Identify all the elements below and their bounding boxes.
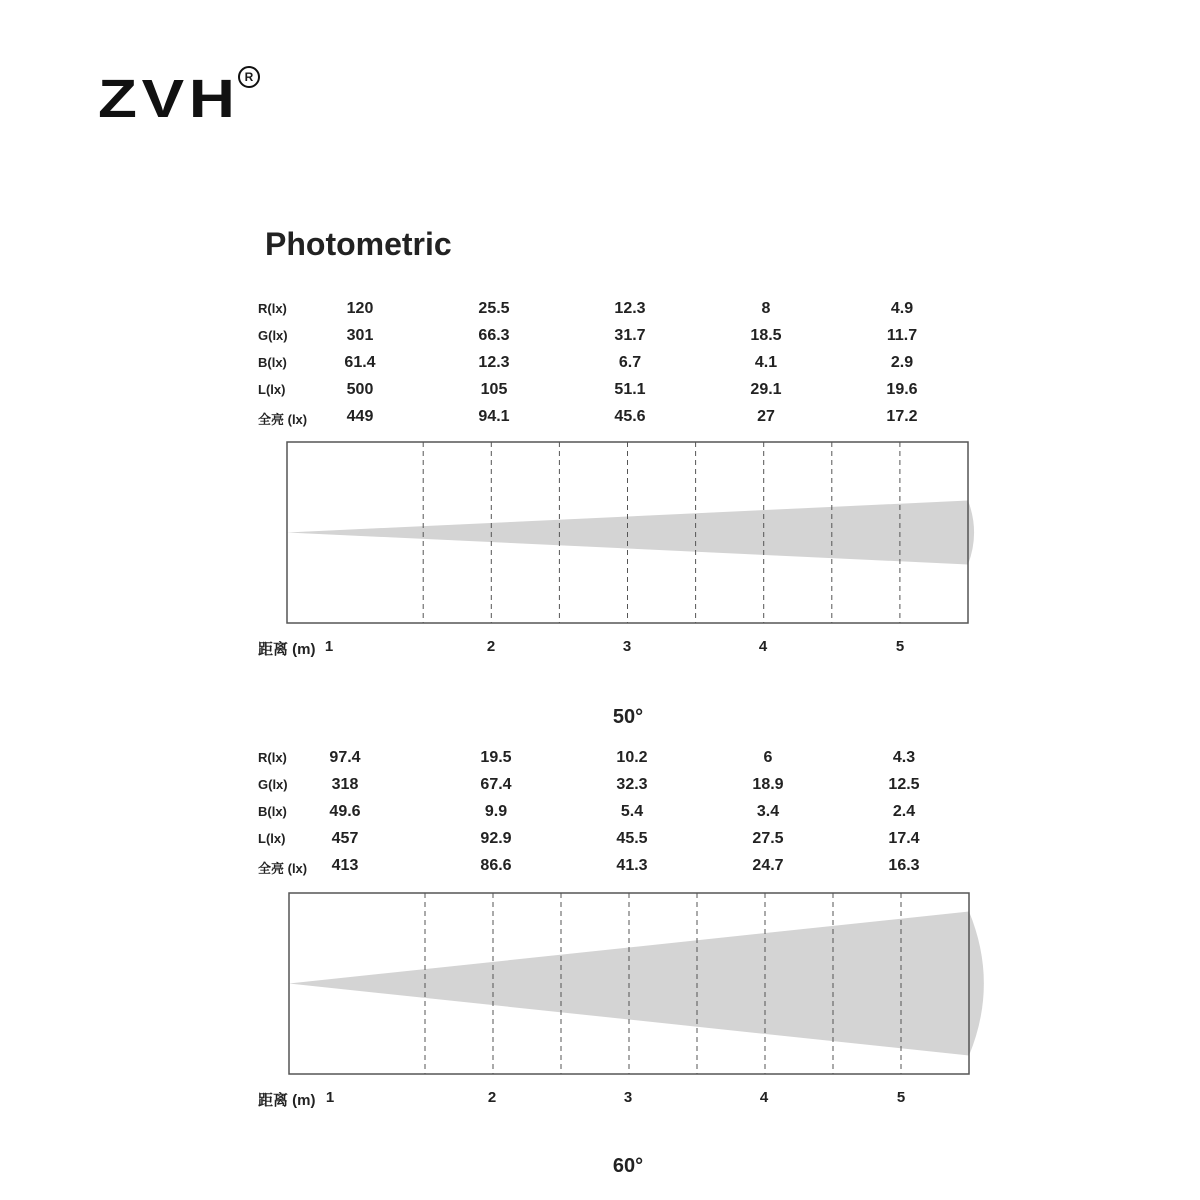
table-cell: 6 xyxy=(763,749,773,766)
row-label: B(lx) xyxy=(258,355,287,370)
table-cell: 49.6 xyxy=(329,803,361,820)
table-cell: 11.7 xyxy=(886,327,918,344)
table-cell: 120 xyxy=(346,300,374,317)
table-cell: 2.9 xyxy=(890,354,914,371)
row-label: G(lx) xyxy=(258,777,288,792)
table-cell: 4.9 xyxy=(890,300,914,317)
registered-mark-icon: R xyxy=(238,66,260,88)
table-cell: 45.5 xyxy=(616,830,648,847)
table-cell: 29.1 xyxy=(750,381,782,398)
row-label: B(lx) xyxy=(258,804,287,819)
table-cell: 4.3 xyxy=(892,749,916,766)
beam-cone xyxy=(287,501,974,565)
table-cell: 97.4 xyxy=(329,749,361,766)
table-cell: 8 xyxy=(761,300,771,317)
beam-angle-label: 60° xyxy=(612,1155,644,1177)
table-cell: 27 xyxy=(757,408,775,425)
page-title: Photometric xyxy=(265,226,452,262)
table-cell: 12.3 xyxy=(478,354,510,371)
distance-tick-label: 4 xyxy=(758,638,768,655)
table-cell: 3.4 xyxy=(756,803,780,820)
beam-angle-label: 50° xyxy=(612,706,644,728)
table-cell: 18.5 xyxy=(750,327,782,344)
distance-tick-label: 1 xyxy=(325,1089,335,1106)
table-cell: 66.3 xyxy=(478,327,510,344)
diagram-frame xyxy=(287,442,968,623)
table-cell: 500 xyxy=(346,381,374,398)
distance-tick-label: 4 xyxy=(759,1089,769,1106)
table-cell: 9.9 xyxy=(484,803,508,820)
table-cell: 10.2 xyxy=(616,749,648,766)
distance-axis-label: 距离 (m) xyxy=(258,1092,316,1109)
table-cell: 32.3 xyxy=(616,776,648,793)
table-cell: 45.6 xyxy=(614,408,646,425)
distance-tick-label: 5 xyxy=(895,638,905,655)
table-cell: 318 xyxy=(331,776,359,793)
table-cell: 17.2 xyxy=(886,408,918,425)
row-label: R(lx) xyxy=(258,301,287,316)
row-label: 全亮 (lx) xyxy=(258,412,308,427)
table-cell: 16.3 xyxy=(888,857,920,874)
distance-tick-label: 3 xyxy=(623,1089,633,1106)
row-label: R(lx) xyxy=(258,750,287,765)
table-cell: 19.5 xyxy=(480,749,512,766)
table-cell: 2.4 xyxy=(892,803,916,820)
table-cell: 31.7 xyxy=(614,327,646,344)
table-cell: 449 xyxy=(346,408,374,425)
table-cell: 301 xyxy=(346,327,374,344)
table-cell: 94.1 xyxy=(478,408,510,425)
table-cell: 51.1 xyxy=(614,381,646,398)
table-cell: 19.6 xyxy=(886,381,918,398)
row-label: 全亮 (lx) xyxy=(258,861,308,876)
distance-tick-label: 5 xyxy=(896,1089,906,1106)
table-cell: 6.7 xyxy=(618,354,642,371)
distance-axis-label: 距离 (m) xyxy=(258,641,316,658)
distance-tick-label: 3 xyxy=(622,638,632,655)
table-cell: 105 xyxy=(480,381,508,398)
row-label: L(lx) xyxy=(258,382,286,397)
table-cell: 86.6 xyxy=(480,857,512,874)
brand-name: ZVH xyxy=(98,69,240,129)
distance-tick-label: 2 xyxy=(487,1089,497,1106)
table-cell: 457 xyxy=(331,830,359,847)
row-label: G(lx) xyxy=(258,328,288,343)
table-cell: 92.9 xyxy=(480,830,512,847)
table-cell: 24.7 xyxy=(752,857,784,874)
row-label: L(lx) xyxy=(258,831,286,846)
beam-cone xyxy=(289,912,984,1056)
distance-tick-label: 1 xyxy=(324,638,334,655)
table-cell: 18.9 xyxy=(752,776,784,793)
table-cell: 12.3 xyxy=(614,300,646,317)
table-cell: 27.5 xyxy=(752,830,784,847)
table-cell: 25.5 xyxy=(478,300,510,317)
brand-logo xyxy=(98,69,254,129)
distance-tick-label: 2 xyxy=(486,638,496,655)
table-cell: 4.1 xyxy=(754,354,778,371)
table-cell: 41.3 xyxy=(616,857,648,874)
table-cell: 17.4 xyxy=(888,830,920,847)
table-cell: 67.4 xyxy=(480,776,512,793)
table-cell: 5.4 xyxy=(620,803,644,820)
table-cell: 61.4 xyxy=(344,354,376,371)
table-cell: 413 xyxy=(331,857,359,874)
diagram-frame xyxy=(289,893,969,1074)
table-cell: 12.5 xyxy=(888,776,920,793)
